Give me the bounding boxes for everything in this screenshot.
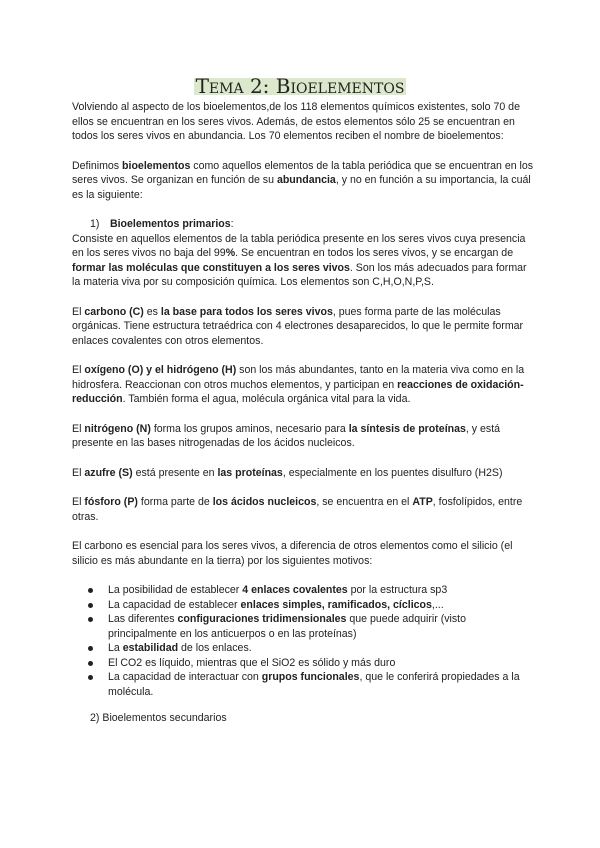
bold-term: bioelementos: [122, 159, 191, 172]
oxigeno-paragraph: [72, 363, 534, 407]
bold-term: oxígeno (O) y el hidrógeno (H): [84, 364, 237, 376]
bold-term: ATP: [412, 496, 433, 508]
text-run: , y no en función a su importancia, la cuál es la siguiente:: [72, 174, 531, 201]
bold-term: la base para todos los seres vivos: [160, 305, 333, 318]
bold-term: abundancia: [276, 174, 336, 186]
list-item: [108, 670, 534, 699]
text-run: , especialmente en los puentes disulfuro (H2S): [282, 466, 503, 479]
bold-term: las proteínas: [217, 466, 283, 479]
bold-term: 4 enlaces covalentes: [242, 584, 348, 596]
section-number: 1): [90, 218, 100, 230]
text-run: La capacidad de establecer: [108, 598, 241, 611]
text-run: :: [230, 218, 234, 230]
text-run: ,...: [431, 598, 444, 611]
text-run: El: [72, 496, 85, 508]
text-run: El: [72, 466, 85, 479]
section-1-paragraph: [72, 232, 534, 290]
text-run: . Se encuentran en todos los seres vivos, y se encargan de: [235, 247, 514, 259]
carbono-esencial-paragraph: El carbono es esencial para los seres vivos, a diferencia de otros elementos como el silicio (el silicio es más abundante en la tierra) por los siguientes motivos:: [72, 540, 513, 567]
text-run: que puede adquirir (visto principalmente en los anticuerpos o en las proteínas): [108, 613, 467, 640]
text-run: , se encuentra en el: [316, 496, 413, 508]
bold-term: %: [225, 247, 236, 259]
bold-term: azufre (S): [84, 466, 133, 479]
bold-term: grupos funcionales: [261, 671, 360, 683]
fosforo-paragraph: [72, 495, 534, 524]
text-run: , y está presente en las bases nitrogenadas de los ácidos nucleicos.: [72, 422, 501, 449]
text-run: El CO2 es líquido, mientras que el SiO2 es sólido y más duro: [108, 656, 396, 669]
page-title: Tema 2: Bioelementos: [195, 74, 405, 98]
text-run: . Son los más adecuados para formar la materia viva por su composición química. Los elementos son C,H,O,N,P,S.: [72, 261, 527, 288]
list-item: [108, 612, 534, 641]
text-run: son los más abundantes, tanto en la materia viva como en la hidrosfera. Reaccionan con otros muchos elementos, y participan en: [72, 364, 525, 391]
text-run: . También forma el agua, molécula orgánica vital para la vida.: [122, 393, 411, 405]
bold-term: fósforo (P): [84, 496, 138, 508]
bold-term: nitrógeno (N): [84, 422, 151, 435]
text-run: Definimos: [72, 159, 123, 172]
text-run: , fosfolípidos, entre otras.: [72, 496, 523, 523]
bold-term: formar las moléculas que constituyen a los seres vivos: [72, 261, 350, 274]
text-run: El: [72, 305, 85, 318]
bold-term: enlaces simples, ramificados, cíclicos: [240, 598, 432, 611]
text-run: La posibilidad de establecer: [108, 584, 243, 596]
text-run: como aquellos elementos de la tabla periódica que se encuentran en los seres vivos. Se organizan en función de su: [72, 159, 534, 186]
azufre-paragraph: [72, 466, 534, 481]
nitrogeno-paragraph: [72, 422, 534, 451]
text-run: Las diferentes: [108, 613, 178, 625]
text-run: La: [108, 642, 123, 654]
text-run: por la estructura sp3: [347, 584, 448, 596]
section-1-heading: [72, 217, 534, 232]
list-item: [108, 641, 534, 656]
section-title: Bioelementos primarios: [109, 218, 231, 230]
list-item: [108, 583, 534, 598]
list-item: [108, 598, 534, 613]
list-item: [108, 656, 534, 671]
text-run: Consiste en aquellos elementos de la tabla periódica presente en los seres vivos cuya presencia en los seres vivos no baja del 99: [72, 232, 526, 259]
text-run: forma los grupos aminos, necesario para: [150, 422, 349, 435]
text-run: , pues forma parte de las moléculas orgánicas. Tiene estructura tetraédrica con 4 electrones desaparecidos, lo que le permite formar enlaces covalentes con otros elementos.: [72, 305, 524, 347]
text-run: es: [143, 305, 161, 318]
definition-paragraph: [72, 159, 534, 203]
bold-term: los ácidos nucleicos: [212, 496, 317, 508]
carbono-paragraph: [72, 305, 534, 349]
text-run: forma parte de: [137, 496, 213, 508]
bold-term: carbono (C): [84, 305, 144, 318]
bold-term: configuraciones tridimensionales: [177, 613, 347, 625]
text-run: está presente en: [132, 466, 218, 479]
section-title: Bioelementos secundarios: [102, 712, 227, 724]
text-run: La capacidad de interactuar con: [108, 671, 262, 683]
text-run: El: [72, 364, 85, 376]
bold-term: reacciones de oxidación-reducción: [72, 378, 524, 405]
bold-term: la síntesis de proteínas: [348, 422, 466, 435]
title-container: [0, 74, 600, 98]
section-2-heading: [72, 711, 534, 726]
bold-term: estabilidad: [122, 642, 179, 654]
section-number: 2): [90, 712, 100, 724]
intro-paragraph: Volviendo al aspecto de los bioelementos,de los 118 elementos químicos existentes, solo 70 de ellos se encuentran en los seres vivos. Además, de estos elementos sólo 25 se encuentran en todos los seres vivos en abundancia. Los 70 elementos reciben el nombre de bioelementos:: [72, 101, 520, 142]
motivos-list: [72, 583, 534, 699]
text-run: El: [72, 422, 85, 435]
document-body: [72, 100, 534, 726]
text-run: de los enlaces.: [178, 642, 252, 654]
text-run: , que le conferirá propiedades a la molécula.: [108, 671, 520, 698]
